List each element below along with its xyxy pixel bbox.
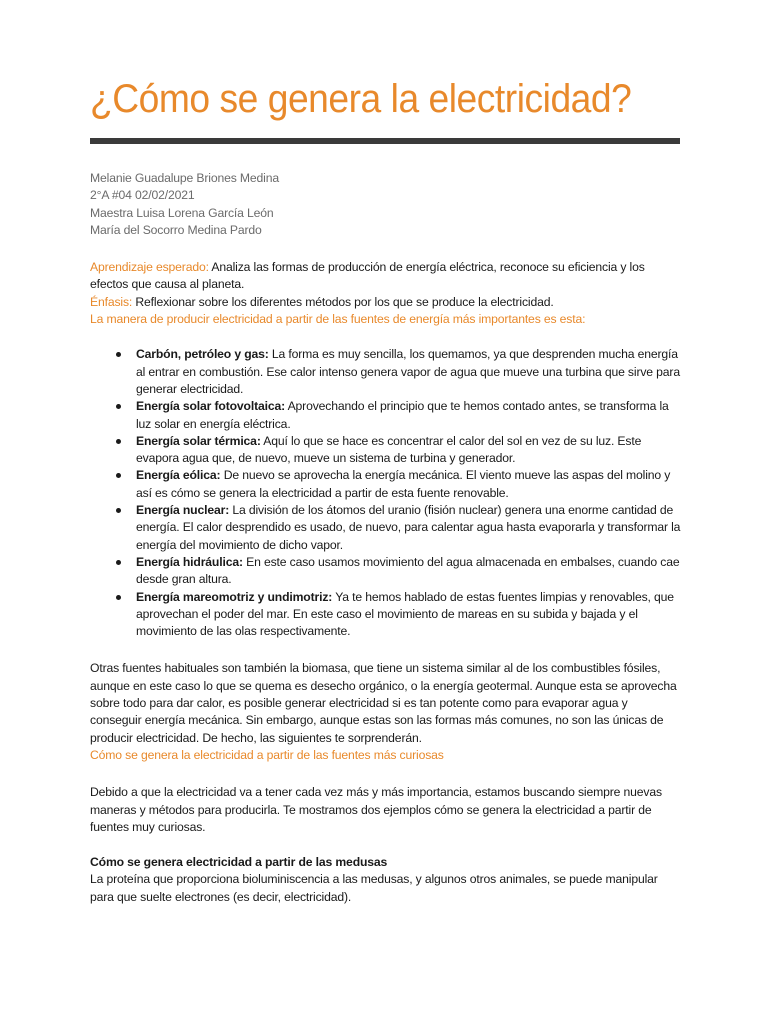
enfasis-paragraph xyxy=(90,294,682,311)
section-heading-main-sources: La manera de producir electricidad a partir de las fuentes de energía más importantes es esta: xyxy=(90,312,586,327)
medusas-heading xyxy=(90,854,682,871)
section-heading-curious-sources: Cómo se genera la electricidad a partir de las fuentes más curiosas xyxy=(90,747,444,762)
list-item xyxy=(136,554,682,589)
source-description: Ya te hemos hablado de estas fuentes limpias y renovables, que aprovechan el poder del mar. En este caso el movimiento de mareas en su subida y bajada y el movimiento de las olas respectivamente. xyxy=(136,589,674,639)
medusas-heading-text: Cómo se genera electricidad a partir de las medusas xyxy=(90,855,388,870)
author-name: Melanie Guadalupe Briones Medina xyxy=(90,171,279,185)
title-divider xyxy=(90,138,680,144)
curious-sources-paragraph: Debido a que la electricidad va a tener cada vez más y más importancia, estamos buscando siempre nuevas maneras y métodos para producirla. Te mostramos dos ejemplos cómo se genera la electricidad a partir de fuentes muy curiosas. xyxy=(90,785,662,834)
source-description: La forma es muy sencilla, los quemamos, ya que desprenden mucha energía al entrar en combustión. Ese calor intenso genera vapor de agua que mueve una turbina que sirve para generar electricidad. xyxy=(136,347,680,396)
source-name: Energía eólica: xyxy=(136,468,221,483)
source-description: De nuevo se aprovecha la energía mecánica. El viento mueve las aspas del molino y así es cómo se genera la electricidad a partir de esta fuente renovable. xyxy=(136,468,671,500)
aprendizaje-paragraph xyxy=(90,259,682,294)
source-name: Carbón, petróleo y gas: xyxy=(136,347,269,362)
list-item xyxy=(136,398,682,433)
list-item xyxy=(136,433,682,468)
source-description: Aquí lo que se hace es concentrar el calor del sol en vez de su luz. Este evapora agua que, de nuevo, mueve un sistema de turbina y generador. xyxy=(136,433,642,466)
document-title: ¿Cómo se genera la electricidad? xyxy=(90,77,632,121)
medusas-paragraph: La proteína que proporciona bioluminiscencia a las medusas, y algunos otros animales, se puede manipular para que suelte electrones (es decir, electricidad). xyxy=(90,872,658,904)
list-item xyxy=(136,502,682,554)
other-sources-paragraph: Otras fuentes habituales son también la biomasa, que tiene un sistema similar al de los combustibles fósiles, aunque en este caso lo que se quema es desecho orgánico, o la energía geotermal. Aunque esta se aprovecha sobre todo para dar calor, es posible generar electricidad si es tan potente como para evaporar agua y conseguir energía mecánica. Sin embargo, aunque estas son las formas más comunes, no son las únicas de producir electricidad. De hecho, las siguientes te sorprenderán. xyxy=(90,661,677,745)
teacher-name: Maestra Luisa Lorena García León xyxy=(90,205,274,220)
source-name: Energía solar fotovoltaica: xyxy=(136,399,286,414)
source-name: Energía solar térmica: xyxy=(136,433,261,448)
source-description: Aprovechando el principio que te hemos contado antes, se transforma la luz solar en energía eléctrica. xyxy=(136,399,669,431)
teacher-name-2: María del Socorro Medina Pardo xyxy=(90,222,262,237)
source-name: Energía hidráulica: xyxy=(136,554,243,569)
source-description: La división de los átomos del uranio (fisión nuclear) genera una enorme cantidad de energía. El calor desprendido es usado, de nuevo, para calentar agua hasta evaporarla y transformar la energía del movimiento de dicho vapor. xyxy=(136,503,681,552)
enfasis-text: Reflexionar sobre los diferentes métodos por los que se produce la electricidad. xyxy=(132,294,554,309)
list-item xyxy=(136,467,682,502)
aprendizaje-label: Aprendizaje esperado: xyxy=(90,260,209,275)
list-item xyxy=(136,589,682,641)
document-body xyxy=(90,170,682,906)
group-date: 2°A #04 02/02/2021 xyxy=(90,188,195,203)
list-item xyxy=(136,346,682,398)
aprendizaje-text: Analiza las formas de producción de energía eléctrica, reconoce su eficiencia y los efectos que causa al planeta. xyxy=(90,260,645,292)
energy-sources-list xyxy=(90,346,682,640)
source-name: Energía mareomotriz y undimotriz: xyxy=(136,589,333,604)
enfasis-label: Énfasis: xyxy=(90,294,133,309)
source-name: Energía nuclear: xyxy=(136,503,230,518)
source-description: En este caso usamos movimiento del agua almacenada en embalses, cuando cae desde gran altura. xyxy=(136,554,680,587)
document-meta xyxy=(90,170,682,239)
